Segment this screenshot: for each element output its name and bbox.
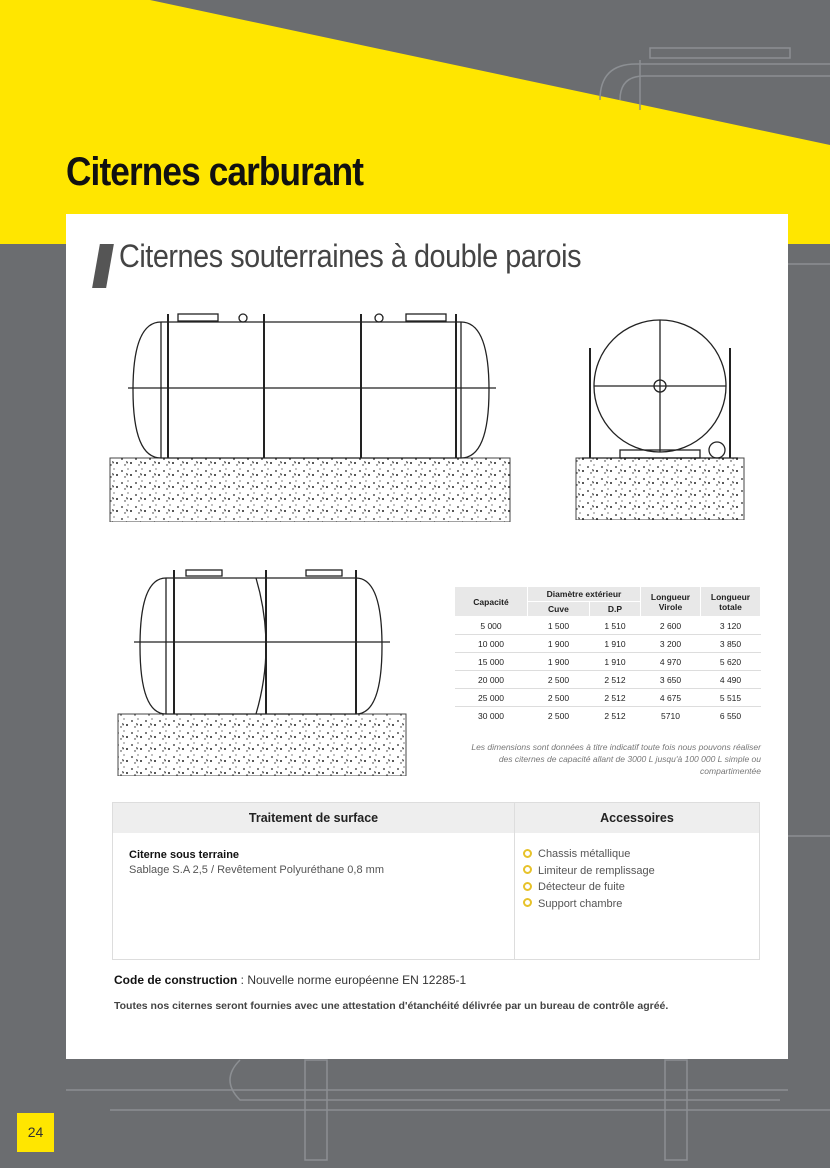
accessory-label: Chassis métallique — [538, 848, 631, 860]
table-row — [455, 635, 761, 653]
table-cell: 2 500 — [528, 707, 590, 725]
surface-item-title: Citerne sous terraine — [129, 849, 240, 861]
table-cell: 2 500 — [528, 689, 590, 707]
surface-item-text: Sablage S.A 2,5 / Revêtement Polyuréthane 0,8 mm — [129, 864, 384, 876]
tank-side-view-drawing — [106, 300, 518, 522]
table-cell: 4 490 — [701, 671, 761, 689]
info-panel — [112, 802, 760, 960]
compartment-tank-drawing — [116, 562, 408, 776]
table-cell: 20 000 — [455, 671, 528, 689]
section-subtitle: Citernes souterraines à double parois — [119, 238, 582, 274]
accessory-label: Support chambre — [538, 897, 623, 910]
table-cell: 5 515 — [701, 689, 761, 707]
table-cell: 3 120 — [701, 617, 761, 635]
table-cell: 5710 — [641, 707, 701, 725]
panel-divider — [514, 803, 515, 959]
table-cell: 1 510 — [589, 617, 640, 635]
table-cell: 2 512 — [589, 689, 640, 707]
construction-label: Code de construction — [114, 973, 238, 987]
bullet-icon — [523, 849, 532, 858]
table-row — [455, 617, 761, 635]
table-row — [455, 707, 761, 725]
list-item — [523, 863, 655, 880]
accessory-label: Limiteur de remplissage — [538, 864, 655, 877]
col-cuve: Cuve — [528, 602, 590, 617]
list-item — [523, 896, 655, 913]
table-cell: 10 000 — [455, 635, 528, 653]
table-row — [455, 689, 761, 707]
construction-code — [114, 973, 466, 987]
bullet-icon — [523, 898, 532, 907]
table-cell: 6 550 — [701, 707, 761, 725]
table-cell: 2 512 — [589, 671, 640, 689]
table-cell: 4 970 — [641, 653, 701, 671]
tank-end-view-drawing — [572, 308, 748, 520]
table-cell: 3 850 — [701, 635, 761, 653]
dimensions-table — [454, 586, 761, 724]
table-cell: 1 910 — [589, 635, 640, 653]
col-longueur-virole: Longueur Virole — [641, 587, 701, 617]
col-longueur-totale: Longueur totale — [701, 587, 761, 617]
table-cell: 1 900 — [528, 653, 590, 671]
table-cell: 2 600 — [641, 617, 701, 635]
table-cell: 30 000 — [455, 707, 528, 725]
table-cell: 1 500 — [528, 617, 590, 635]
list-item — [523, 879, 655, 896]
surface-heading: Traitement de surface — [113, 803, 514, 833]
table-row — [455, 671, 761, 689]
accessories-heading: Accessoires — [515, 803, 759, 833]
page-title: Citernes carburant — [66, 150, 364, 194]
construction-value: : Nouvelle norme européenne EN 12285-1 — [237, 973, 467, 987]
table-cell: 3 650 — [641, 671, 701, 689]
table-cell: 5 000 — [455, 617, 528, 635]
warranty-statement: Toutes nos citernes seront fournies avec une attestation d'étanchéité délivrée par un bureau de contrôle agréé. — [114, 1000, 669, 1012]
table-cell: 5 620 — [701, 653, 761, 671]
table-cell: 4 675 — [641, 689, 701, 707]
accessories-list — [523, 846, 655, 912]
table-cell: 15 000 — [455, 653, 528, 671]
bullet-icon — [523, 865, 532, 874]
table-cell: 2 500 — [528, 671, 590, 689]
table-cell: 2 512 — [589, 707, 640, 725]
table-cell: 3 200 — [641, 635, 701, 653]
list-item — [523, 846, 655, 863]
col-diametre: Diamètre extérieur — [528, 587, 641, 602]
table-cell: 25 000 — [455, 689, 528, 707]
col-dp: D.P — [589, 602, 640, 617]
col-capacite: Capacité — [455, 587, 528, 617]
table-cell: 1 900 — [528, 635, 590, 653]
bullet-icon — [523, 882, 532, 891]
table-row — [455, 653, 761, 671]
accessory-label: Détecteur de fuite — [538, 881, 625, 893]
table-cell: 1 910 — [589, 653, 640, 671]
page-number: 24 — [17, 1113, 54, 1152]
table-note: Les dimensions sont données à titre indicatif toute fois nous pouvons réaliser des citernes de capacité allant de 3000 L jusqu'à 100 000 L simple ou compartimentée — [471, 742, 761, 776]
